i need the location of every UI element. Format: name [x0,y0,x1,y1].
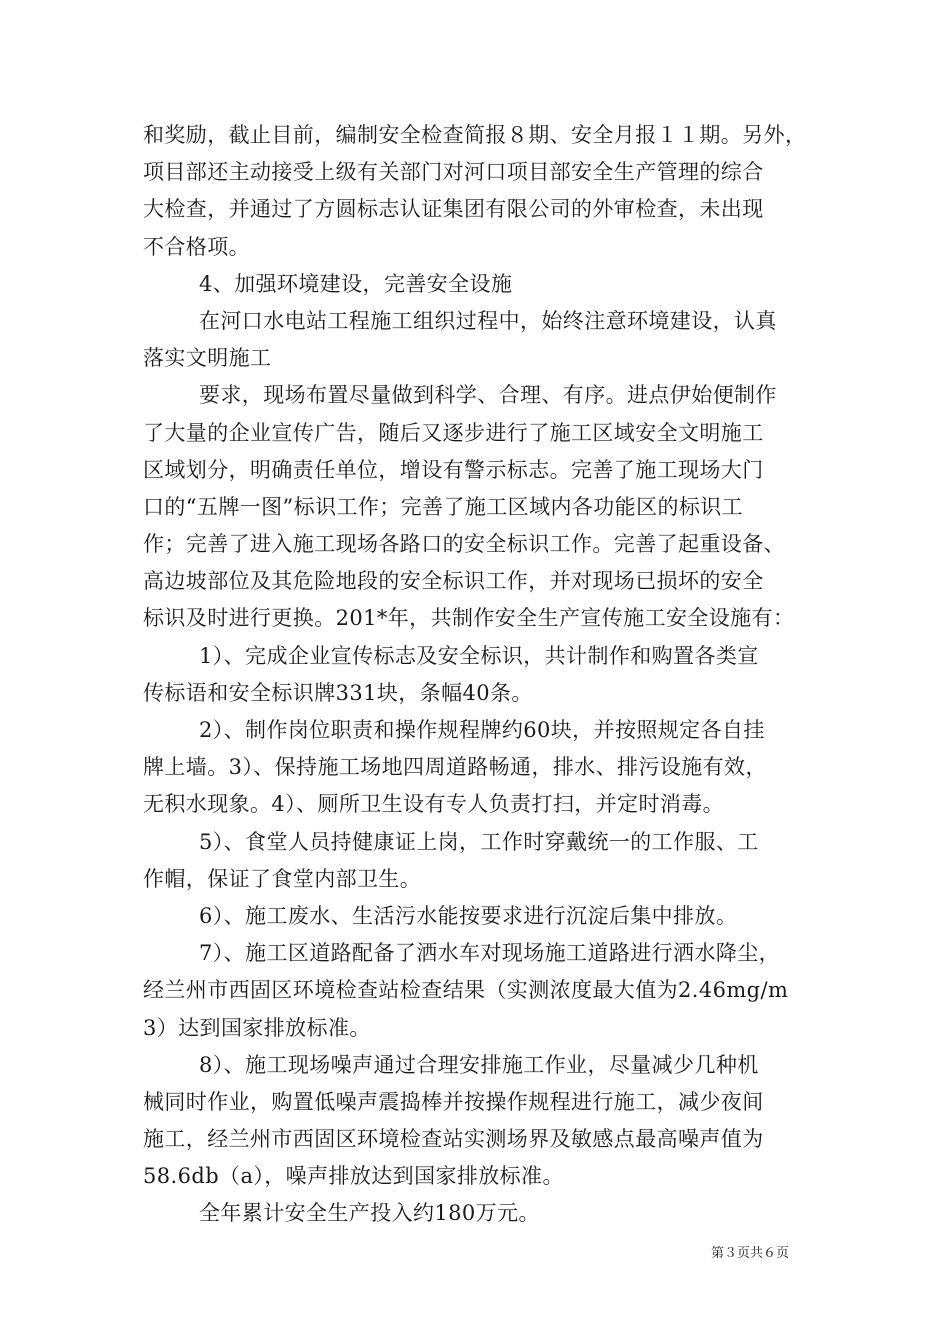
text-line: 械同时作业，购置低噪声震捣棒并按操作规程进行施工，减少夜间 [143,1089,764,1114]
list-item: 5）、食堂人员持健康证上岗，工作时穿戴统一的工作服、工 [199,829,759,854]
text-line: 标识及时进行更换。201*年，共制作安全生产宣传施工安全设施有： [143,606,795,631]
page-number: 第３页共６页 [711,1246,790,1261]
text-line: 作帽，保证了食堂内部卫生。 [143,866,422,891]
text-line: 落实文明施工 [143,346,272,371]
text-line: 要求，现场布置尽量做到科学、合理、有序。进点伊始便制作 [199,383,777,408]
text-line: 区域划分，明确责任单位，增设有警示标志。完善了施工现场大门 [143,457,764,482]
body-text [143,117,811,1233]
text-line: 施工，经兰州市西固区环境检查站实测场界及敏感点最高噪声值为 [143,1127,764,1152]
text-line: 了大量的企业宣传广告，随后又逐步进行了施工区域安全文明施工 [143,420,764,445]
list-item: 1）、完成企业宣传标志及安全标识，共计制作和购置各类宣 [199,643,759,668]
text-line: 全年累计安全生产投入约180万元。 [199,1201,540,1226]
text-line: 牌上墙。3）、保持施工场地四周道路畅通，排水、排污设施有效， [143,755,767,780]
list-item: 8）、施工现场噪声通过合理安排施工作业，尽量减少几种机 [199,1052,759,1077]
text-line: 无积水现象。4）、厕所卫生设有专人负责打扫，并定时消毒。 [143,792,725,817]
section-heading: 4、加强环境建设，完善安全设施 [199,271,513,296]
text-line: 大检查，并通过了方圆标志认证集团有限公司的外审检查，未出现 [143,197,764,222]
text-line: 口的“五牌一图”标识工作；完善了施工区域内各功能区的标识工 [143,494,744,519]
text-line: 高边坡部位及其危险地段的安全标识工作，并对现场已损坏的安全 [143,569,764,594]
text-line: 3）达到国家排放标准。 [143,1015,371,1040]
text-line: 作；完善了进入施工现场各路口的安全标识工作。完善了起重设备、 [143,532,785,557]
text-line: 和奖励，截止目前，编制安全检查简报８期、安全月报１１期。另外， [143,123,807,147]
text-line: 经兰州市西固区环境检查站检查结果（实测浓度最大值为2.46mg/m [143,978,789,1003]
text-line: 在河口水电站工程施工组织过程中，始终注意环境建设，认真 [199,308,777,333]
text-line: 不合格项。 [143,234,250,259]
text-line: 传标语和安全标识牌331块，条幅40条。 [143,680,533,705]
list-item: 2）、制作岗位职责和操作规程牌约60块，并按照规定各自挂 [199,718,765,742]
text-line: 项目部还主动接受上级有关部门对河口项目部安全生产管理的综合 [143,160,764,185]
list-item: 7）、施工区道路配备了洒水车对现场施工道路进行洒水降尘， [199,941,781,966]
text-line: 58.6db（a），噪声排放达到国家排放标准。 [143,1164,564,1189]
list-item: 6）、施工废水、生活污水能按要求进行沉淀后集中排放。 [199,903,738,928]
